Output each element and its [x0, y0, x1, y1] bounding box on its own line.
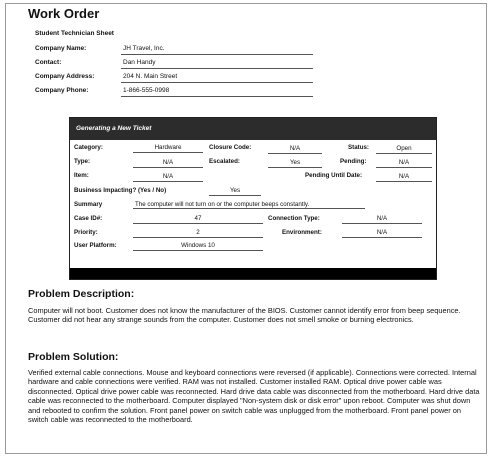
priority-label: Priority:: [74, 229, 98, 236]
problem-solution-heading: Problem Solution:: [28, 351, 119, 363]
item-label: Item:: [74, 172, 89, 179]
type-label: Type:: [74, 158, 91, 165]
company-address-label: Company Address:: [35, 73, 95, 80]
company-name-label: Company Name:: [35, 45, 87, 52]
pending-label: Pending:: [340, 158, 367, 165]
company-address-row: [35, 72, 325, 84]
ticket-panel: [69, 117, 437, 280]
environment-value: N/A: [342, 228, 422, 238]
ticket-header-bar: [70, 118, 436, 140]
contact-row: [35, 58, 325, 70]
summary-label: Summary: [74, 201, 103, 208]
user-platform-label: User Platform:: [74, 242, 117, 249]
summary-value: The computer will not turn on or the computer beeps constantly.: [133, 200, 365, 209]
business-impacting-value: Yes: [209, 186, 261, 196]
status-value: Open: [376, 144, 432, 154]
priority-value: 2: [133, 228, 263, 238]
status-label: Status:: [348, 144, 369, 151]
sheet-subtitle: Student Technician Sheet: [35, 30, 114, 37]
company-phone-label: Company Phone:: [35, 87, 89, 94]
company-phone-value: 1-866-555-0998: [121, 86, 313, 97]
company-name-row: [35, 44, 325, 56]
pending-until-label: Pending Until Date:: [305, 172, 363, 179]
business-impacting-label: Business Impacting? (Yes / No): [74, 187, 167, 194]
company-address-value: 204 N. Main Street: [121, 72, 313, 83]
contact-label: Contact:: [35, 59, 62, 66]
case-id-label: Case ID#:: [74, 215, 103, 222]
connection-type-label: Connection Type:: [268, 215, 320, 222]
case-id-value: 47: [133, 214, 263, 224]
work-order-page: [5, 3, 487, 454]
page-title: Work Order: [28, 6, 100, 21]
pending-until-value: N/A: [376, 172, 432, 182]
company-name-value: JH Travel, Inc.: [121, 44, 313, 55]
company-phone-row: [35, 86, 325, 98]
problem-solution-text: Verified external cable connections. Mouse and keyboard connections were reversed (if applicable). Connections were corrected. Internal hardware and cable connections were verified. RAM was not installed. Customer installed RAM. Optical drive power cable was disconnected. Optical drive power cable was reconnected. Hard drive data cable was disconnected from the motherboard. Hard drive data cable was reconnected to the motherboard. Computer displayed "Non-system disk or disk error" upon reboot. Computer was shut down and rebooted to confirm the solution. Front panel power on switch cable was unplugged from the motherboard. Front panel power on switch cable was reconnected to the motherboard.: [28, 368, 480, 425]
escalated-value: Yes: [268, 158, 322, 168]
closure-code-label: Closure Code:: [209, 144, 252, 151]
problem-description-heading: Problem Description:: [28, 288, 135, 300]
pending-value: N/A: [376, 158, 432, 168]
environment-label: Environment:: [282, 229, 322, 236]
item-value: N/A: [133, 172, 203, 182]
category-value: Hardware: [133, 143, 203, 153]
closure-code-value: N/A: [268, 144, 322, 154]
user-platform-value: Windows 10: [133, 241, 263, 251]
category-label: Category:: [74, 144, 103, 151]
escalated-label: Escalated:: [209, 158, 240, 165]
connection-type-value: N/A: [342, 214, 422, 224]
ticket-footer-bar: [70, 268, 436, 279]
type-value: N/A: [133, 158, 203, 168]
ticket-heading: Generating a New Ticket: [76, 125, 152, 132]
problem-description-text: Computer will not boot. Customer does not know the manufacturer of the BIOS. Customer cannot identify error from beep sequence. Customer did not hear any strange sounds from the computer. Customer does not smell smoke or burning electronics.: [28, 306, 461, 325]
contact-value: Dan Handy: [121, 58, 313, 69]
